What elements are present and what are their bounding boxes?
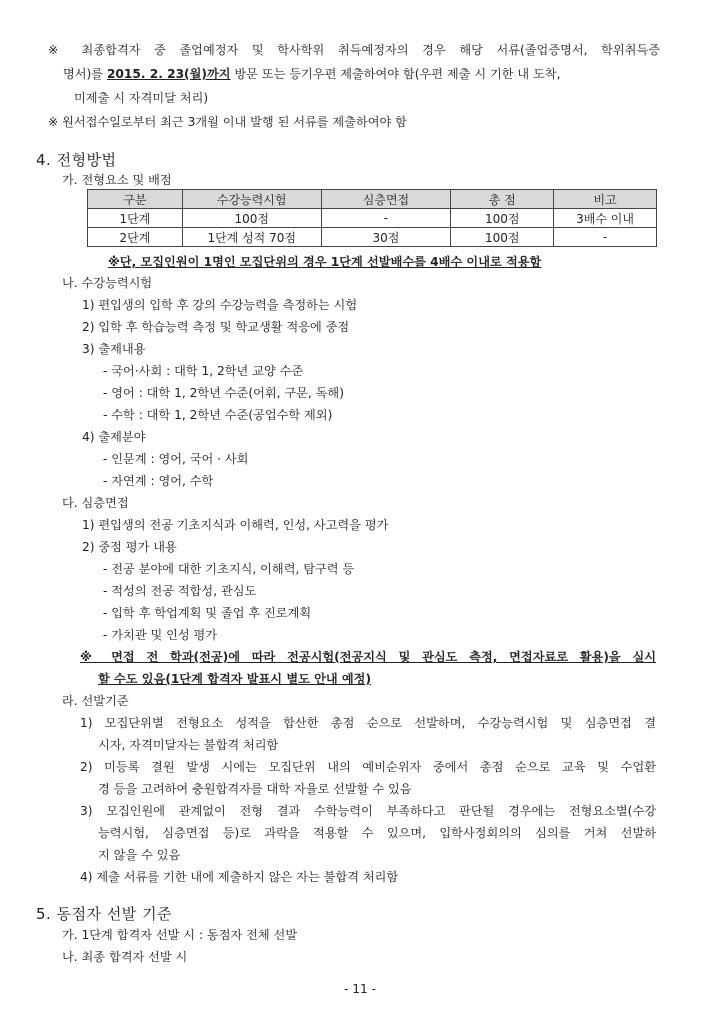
list-item: 1) 편입생의 입학 후 강의 수강능력을 측정하는 시험	[82, 298, 358, 312]
list-item: 2) 입학 후 학습능력 측정 및 학교생활 적응에 중점	[82, 320, 350, 334]
list-item: 4) 출제분야	[82, 430, 146, 444]
sub-list-item: - 입학 후 학업계획 및 졸업 후 진로계획	[103, 606, 312, 620]
table-header: 총 점	[451, 190, 554, 209]
note-recent-docs: ※ 원서접수일로부터 최근 3개월 이내 발행 된 서류를 제출하여야 함	[48, 115, 407, 129]
note-final-docs-line2	[63, 65, 560, 82]
table-cell: 100점	[182, 209, 321, 228]
table-row	[88, 228, 657, 247]
interview-note: ※ 면접 전 학과(전공)에 따라 전공시험(전공지식 및 관심도 측정, 면접자료로 활용)을 실시	[80, 650, 656, 664]
table-cell: -	[321, 209, 451, 228]
deadline-date: 2015. 2. 23(월)까지	[106, 67, 231, 81]
table-header: 심층면접	[321, 190, 451, 209]
list-item: 1) 편입생의 전공 기초지식과 이해력, 인성, 사고력을 평가	[82, 518, 389, 532]
table-cell: 3배수 이내	[554, 209, 657, 228]
interview-note-line2: 할 수도 있음(1단계 합격자 발표시 별도 안내 예정)	[98, 672, 372, 686]
table-cell: 100점	[451, 209, 554, 228]
subsection-da-label: 다. 심층면접	[62, 496, 129, 510]
table-cell: 2단계	[88, 228, 183, 247]
list-item-continued: 시자, 자격미달자는 불합격 처리함	[98, 738, 279, 752]
sub-list-item: - 적성의 전공 적합성, 관심도	[103, 584, 257, 598]
score-table	[87, 189, 657, 247]
note-final-docs: ※ 최종합격자 중 졸업예정자 및 학사학위 취득예정자의 경우 해당 서류(졸업증명서, 학위취득증	[48, 43, 660, 57]
sub-list-item: - 인문계 : 영어, 국어 · 사회	[103, 452, 249, 466]
note-text: 방문 또는 등기우편 제출하여야 함(우편 제출 시 기한 내 도착,	[230, 67, 561, 81]
sub-list-item: - 영어 : 대학 1, 2학년 수준(어휘, 구문, 독해)	[103, 386, 344, 400]
list-item-continued: 경 등을 고려하여 충원합격자를 대학 자율로 선발할 수 있음	[98, 782, 412, 796]
list-item-continued: 능력시험, 심층면접 등)로 과락을 적용할 수 있으며, 입학사정회의의 심의를 거쳐 선발하	[98, 826, 656, 840]
list-item: 2) 미등록 결원 발생 시에는 모집단위 내의 예비순위자 중에서 총점 순으로 교육 및 수업환	[80, 760, 656, 774]
table-header: 구분	[88, 190, 183, 209]
subsection-ga: 가. 1단계 합격자 선발 시 : 동점자 전체 선발	[62, 928, 298, 942]
table-cell: 1단계	[88, 209, 183, 228]
note-final-docs-line3: 미제출 시 자격미달 처리)	[74, 91, 209, 105]
section-5-title: 5. 동점자 선발 기준	[36, 905, 173, 923]
table-cell: 100점	[451, 228, 554, 247]
list-item: 3) 출제내용	[82, 342, 146, 356]
table-header: 수강능력시험	[182, 190, 321, 209]
table-cell: -	[554, 228, 657, 247]
table-cell: 1단계 성적 70점	[182, 228, 321, 247]
table-row	[88, 209, 657, 228]
page-number: - 11 -	[343, 982, 377, 996]
sub-list-item: - 자연계 : 영어, 수학	[103, 474, 214, 488]
table-header-row	[88, 190, 657, 209]
sub-list-item: - 국어·사회 : 대학 1, 2학년 교양 수준	[103, 364, 304, 378]
table-header: 비고	[554, 190, 657, 209]
note-text: 명서)를	[63, 67, 107, 81]
list-item: 1) 모집단위별 전형요소 성적을 합산한 총점 순으로 선발하며, 수강능력시험 및 심층면접 결	[80, 716, 656, 730]
section-4-title: 4. 전형방법	[36, 151, 117, 169]
subsection-na: 나. 최종 합격자 선발 시	[62, 950, 188, 964]
list-item: 3) 모집인원에 관계없이 전형 결과 수학능력이 부족하다고 판단될 경우에는 전형요소별(수강	[80, 804, 656, 818]
sub-list-item: - 전공 분야에 대한 기초지식, 이해력, 탐구력 등	[103, 562, 355, 576]
subsection-na-label: 나. 수강능력시험	[62, 276, 153, 290]
list-item: 2) 중점 평가 내용	[82, 540, 177, 554]
subsection-ra-label: 라. 선발기준	[62, 694, 129, 708]
subsection-ga-label: 가. 전형요소 및 배점	[62, 173, 172, 187]
sub-list-item: - 가치관 및 인성 평가	[103, 628, 218, 642]
sub-list-item: - 수학 : 대학 1, 2학년 수준(공업수학 제외)	[103, 408, 333, 422]
table-note: ※단, 모집인원이 1명인 모집단위의 경우 1단계 선발배수를 4배수 이내로 적용함	[108, 255, 542, 269]
list-item: 4) 제출 서류를 기한 내에 제출하지 않은 자는 불합격 처리함	[80, 870, 399, 884]
list-item-continued: 지 않을 수 있음	[98, 848, 181, 862]
table-cell: 30점	[321, 228, 451, 247]
